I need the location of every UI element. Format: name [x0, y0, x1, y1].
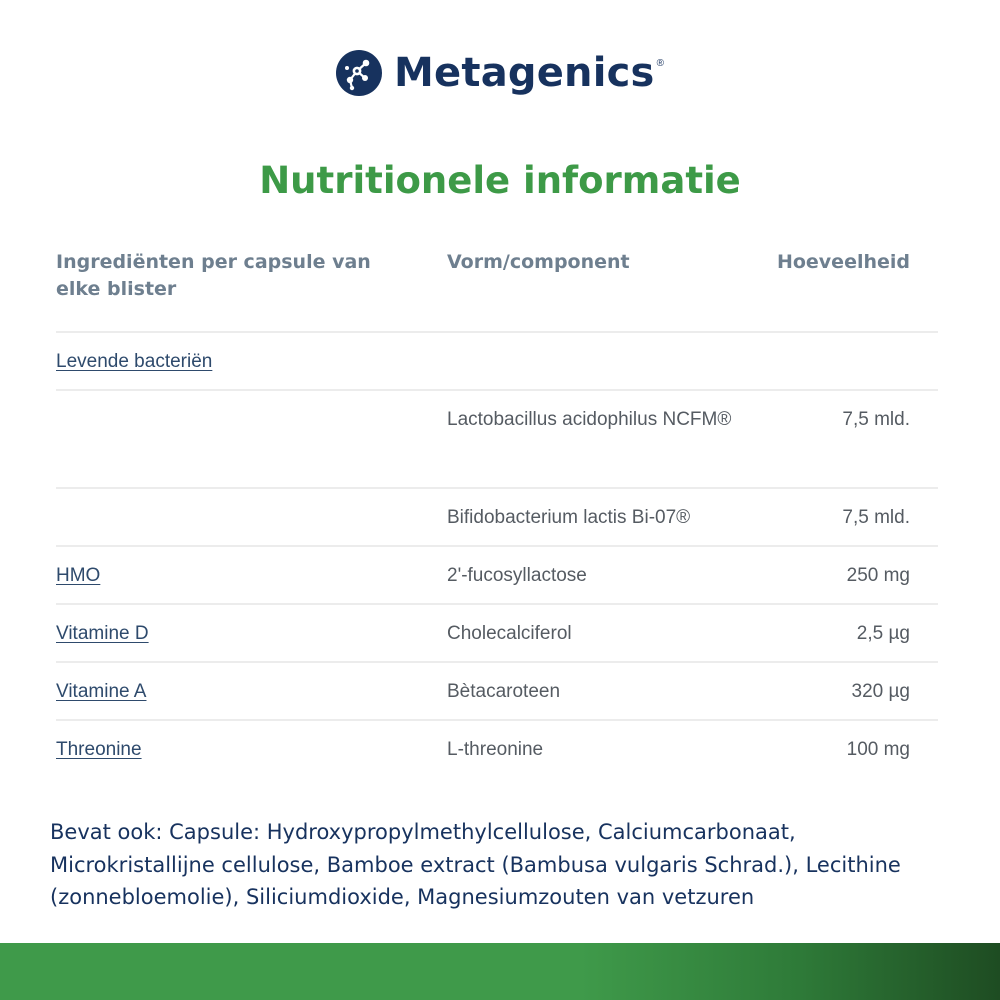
table-row: [56, 391, 938, 489]
table-row: [56, 333, 938, 391]
ingredient-link-levende-bacterien[interactable]: Levende bacteriën: [56, 351, 213, 372]
registered-mark: ®: [656, 58, 664, 69]
footer-color-band: [0, 943, 1000, 1000]
page-title: Nutritionele informatie: [259, 159, 741, 202]
header-form: Vorm/component: [447, 251, 630, 273]
brand-logo: [0, 50, 1000, 96]
other-ingredients-note: Bevat ook: Capsule: Hydroxypropylmethylcellulose, Calciumcarbonaat, Microkristallijne cellulose, Bamboe extract (Bambusa vulgaris Schrad.), Lecithine (zonnebloemolie), Siliciumdioxide, Magnesiumzouten van vetzuren: [50, 820, 901, 909]
table-row: [56, 721, 938, 779]
table-header-row: [56, 240, 938, 333]
ingredient-link-hmo[interactable]: HMO: [56, 565, 101, 586]
form-cell: Bètacaroteen: [447, 681, 561, 702]
table-row: [56, 489, 938, 547]
molecule-circle-icon: [336, 50, 382, 96]
amount-cell: 7,5 mld.: [842, 409, 910, 430]
header-ingredient: Ingrediënten per capsule van elke blister: [56, 251, 371, 300]
form-cell: 2'-fucosyllactose: [447, 565, 587, 586]
nutrition-table: [56, 240, 938, 779]
form-cell: Cholecalciferol: [447, 623, 572, 644]
brand-name: Metagenics: [394, 50, 655, 96]
ingredient-link-vitamine-a[interactable]: Vitamine A: [56, 681, 147, 702]
table-row: [56, 547, 938, 605]
ingredient-link-vitamine-d[interactable]: Vitamine D: [56, 623, 149, 644]
table-row: [56, 605, 938, 663]
table-row: [56, 663, 938, 721]
ingredient-link-threonine[interactable]: Threonine: [56, 739, 142, 760]
amount-cell: 2,5 µg: [856, 623, 910, 644]
amount-cell: 250 mg: [846, 565, 910, 586]
header-amount: Hoeveelheid: [776, 251, 910, 273]
amount-cell: 7,5 mld.: [842, 507, 910, 528]
amount-cell: 320 µg: [851, 681, 910, 702]
form-cell: Lactobacillus acidophilus NCFM®: [447, 409, 732, 430]
form-cell: L-threonine: [447, 739, 544, 760]
amount-cell: 100 mg: [846, 739, 910, 760]
form-cell: Bifidobacterium lactis Bi-07®: [447, 507, 691, 528]
